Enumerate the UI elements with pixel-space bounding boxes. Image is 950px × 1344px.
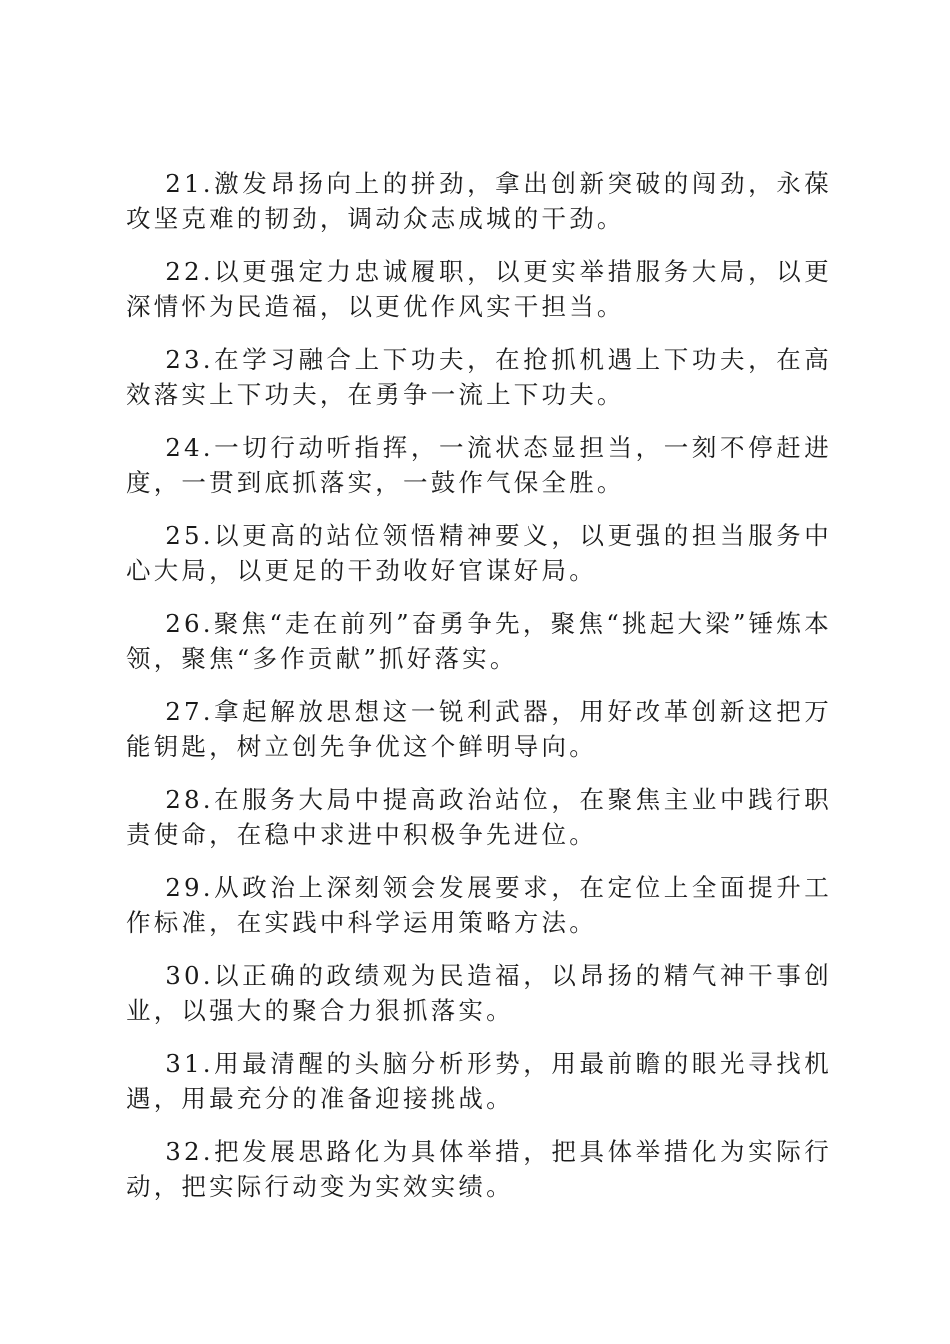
document-body [126,166,832,1222]
paragraph-22: 22.以更强定力忠诚履职，以更实举措服务大局，以更深情怀为民造福，以更优作风实干担当。 [126,257,832,321]
paragraph-31: 31.用最清醒的头脑分析形势，用最前瞻的眼光寻找机遇，用最充分的准备迎接挑战。 [126,1049,832,1113]
paragraph-23: 23.在学习融合上下功夫，在抢抓机遇上下功夫，在高效落实上下功夫，在勇争一流上下功夫。 [126,345,832,409]
paragraph-25: 25.以更高的站位领悟精神要义，以更强的担当服务中心大局，以更足的干劲收好官谋好局。 [126,521,832,585]
paragraph-27: 27.拿起解放思想这一锐利武器，用好改革创新这把万能钥匙，树立创先争优这个鲜明导向。 [126,697,832,761]
paragraph-32: 32.把发展思路化为具体举措，把具体举措化为实际行动，把实际行动变为实效实绩。 [126,1137,832,1201]
paragraph-26: 26.聚焦“走在前列”奋勇争先，聚焦“挑起大梁”锤炼本领，聚焦“多作贡献”抓好落实。 [126,609,832,673]
paragraph-30: 30.以正确的政绩观为民造福，以昂扬的精气神干事创业，以强大的聚合力狠抓落实。 [126,961,832,1025]
paragraph-29: 29.从政治上深刻领会发展要求，在定位上全面提升工作标准，在实践中科学运用策略方法。 [126,873,832,937]
paragraph-28: 28.在服务大局中提高政治站位，在聚焦主业中践行职责使命，在稳中求进中积极争先进位。 [126,785,832,849]
paragraph-21: 21.激发昂扬向上的拼劲，拿出创新突破的闯劲，永葆攻坚克难的韧劲，调动众志成城的干劲。 [126,169,832,233]
paragraph-24: 24.一切行动听指挥，一流状态显担当，一刻不停赶进度，一贯到底抓落实，一鼓作气保全胜。 [126,433,832,497]
